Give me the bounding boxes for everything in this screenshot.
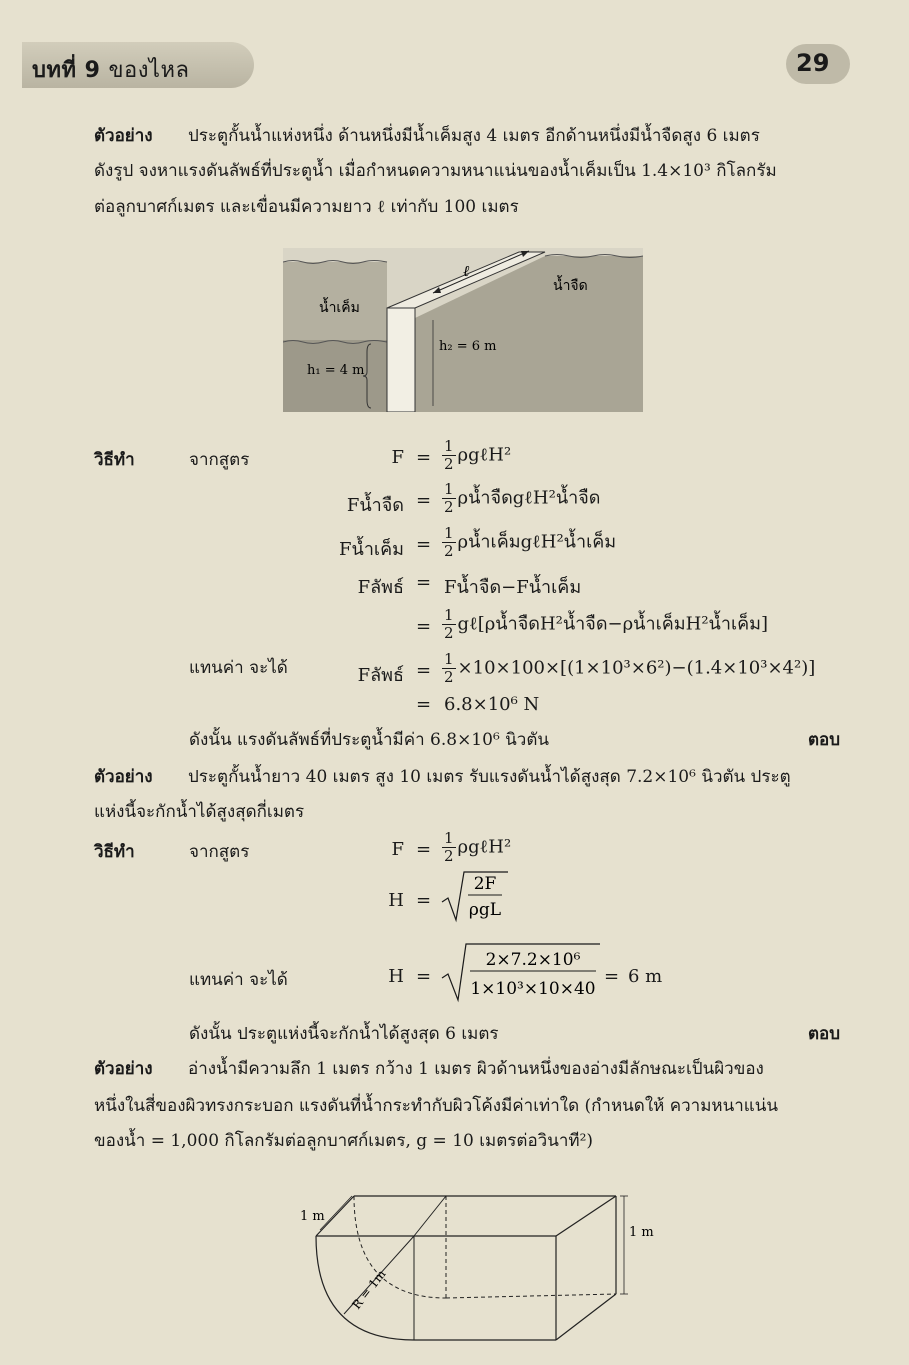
eq1-lhs: F: [391, 447, 404, 468]
eq5-rhs: gℓ[ρน้ำจืดH²น้ำจืด−ρน้ำเค็มH²น้ำเค็ม]: [457, 613, 769, 635]
length-label: ℓ: [463, 262, 470, 280]
eq3-lhs: Fน้ำเค็ม: [339, 539, 404, 560]
ex2-eq3-sqrt: [440, 938, 604, 1004]
example2-conclusion: ดังนั้น ประตูแห่งนี้จะกักน้ำได้สูงสุด 6 เมตร: [189, 1024, 499, 1044]
solution1-label: วิธีทำ: [94, 450, 135, 470]
example3-label: ตัวอย่าง: [94, 1059, 153, 1079]
eq4-rhs: Fน้ำจืด−Fน้ำเค็ม: [444, 577, 582, 598]
eq6-rhs: ×10×100×[(1×10³×6²)−(1.4×10³×4²)]: [457, 657, 816, 679]
eq5-equals: =: [416, 616, 432, 637]
example1-line2: ดังรูป จงหาแรงดันลัพธ์ที่ประตูน้ำ เมื่อกำหนดความหนาแน่นของน้ำเค็มเป็น 1.4×10³ กิโลกรัม: [94, 161, 777, 181]
eq1-rhs-wrap: [440, 438, 511, 473]
ex2-eq3-equals2: =: [604, 966, 620, 987]
example1-answer: ตอบ: [808, 730, 841, 750]
eq2-lhs: Fน้ำจืด: [346, 495, 404, 516]
eq7-rhs: 6.8×10⁶ N: [444, 694, 540, 715]
eq6-rhs-wrap: [440, 651, 815, 686]
ex2-eq2-den: ρgL: [468, 900, 502, 920]
h2-label: h₂ = 6 m: [439, 339, 497, 354]
eq1-half: $\frac{1}{2}$: [444, 437, 454, 473]
eq2-rhs-wrap: [440, 481, 600, 516]
dam-figure: [283, 248, 643, 412]
ex2-eq1-equals: =: [416, 839, 432, 860]
tub-top-right-edge: [556, 1196, 616, 1236]
chapter-heading: [32, 52, 189, 87]
example1-line3: ต่อลูกบาศก์เมตร และเขื่อนมีความยาว ℓ เท่ากับ 100 เมตร: [94, 197, 519, 217]
solution1-from-formula: จากสูตร: [189, 450, 250, 470]
example1-label: ตัวอย่าง: [94, 126, 153, 146]
example1-conclusion: ดังนั้น แรงดันลัพธ์ที่ประตูน้ำมีค่า 6.8×10⁶ นิวตัน: [189, 730, 549, 750]
eq6-equals: =: [416, 660, 432, 681]
example2-line2: แห่งนี้จะกักน้ำได้สูงสุดกี่เมตร: [94, 802, 305, 822]
salt-water-label: น้ำเค็ม: [319, 300, 360, 316]
chapter-title: ของไหล: [108, 58, 190, 83]
eq3-rhs-wrap: [440, 525, 616, 560]
radius-label: R = 1m: [349, 1267, 389, 1312]
example2-label: ตัวอย่าง: [94, 767, 153, 787]
example2-line1: ประตูกั้นน้ำยาว 40 เมตร สูง 10 เมตร รับแรงดันน้ำได้สูงสุด 7.2×10⁶ นิวตัน ประตู: [188, 767, 791, 787]
width-dimension-line: [320, 1196, 352, 1230]
example3-line2: หนึ่งในสี่ของผิวทรงกระบอก แรงดันที่น้ำกระทำกับผิวโค้งมีค่าเท่าใด (กำหนดให้ ความหนาแน่น: [94, 1096, 779, 1116]
eq4-equals: =: [416, 572, 432, 593]
eq1-rhs: ρgℓH²: [457, 444, 512, 466]
eq2-half: $\frac{1}{2}$: [444, 480, 454, 516]
fresh-water-label: น้ำจืด: [553, 278, 588, 294]
ex2-eq2-lhs: H: [388, 890, 404, 911]
solution2-substitute: แทนค่า จะได้: [189, 970, 288, 990]
tub-bottom-hidden: [446, 1294, 616, 1298]
eq3-equals: =: [416, 534, 432, 555]
tub-divider-top: [414, 1196, 446, 1236]
width-label: 1 m: [300, 1209, 325, 1224]
eq2-equals: =: [416, 490, 432, 511]
solution1-substitute: แทนค่า จะได้: [189, 658, 288, 678]
tub-bottom-right-edge: [556, 1294, 616, 1340]
example1-line1: ประตูกั้นน้ำแห่งหนึ่ง ด้านหนึ่งมีน้ำเค็มสูง 4 เมตร อีกด้านหนึ่งมีน้ำจืดสูง 6 เมตร: [188, 126, 760, 146]
ex2-eq3-num: 2×7.2×10⁶: [485, 950, 581, 970]
eq5-half: $\frac{1}{2}$: [444, 606, 454, 642]
eq4-lhs: Fลัพธ์: [357, 577, 404, 598]
eq7-equals: =: [416, 694, 432, 715]
ex2-eq2-equals: =: [416, 890, 432, 911]
eq1-equals: =: [416, 447, 432, 468]
solution2-from-formula: จากสูตร: [189, 842, 250, 862]
solution2-label: วิธีทำ: [94, 842, 135, 862]
example2-answer: ตอบ: [808, 1024, 841, 1044]
example3-line3: ของน้ำ = 1,000 กิโลกรัมต่อลูกบาศก์เมตร, g = 10 เมตรต่อวินาที²): [94, 1131, 594, 1151]
ex2-eq1-half: $\frac{1}{2}$: [444, 829, 454, 865]
tub-figure: [296, 1190, 656, 1360]
ex2-eq3-den: 1×10³×10×40: [470, 979, 596, 999]
page-number: 29: [796, 49, 830, 77]
ex2-eq1-lhs: F: [391, 839, 404, 860]
ex2-eq3-equals: =: [416, 966, 432, 987]
eq6-lhs: Fลัพธ์: [357, 665, 404, 686]
example3-line1: อ่างน้ำมีความลึก 1 เมตร กว้าง 1 เมตร ผิวด้านหนึ่งของอ่างมีลักษณะเป็นผิวของ: [188, 1059, 764, 1079]
chapter-number: บทที่ 9: [32, 58, 101, 83]
ex2-eq1-rhs: ρgℓH²: [457, 836, 512, 858]
h1-label: h₁ = 4 m: [307, 363, 365, 378]
dam-front-face: [387, 308, 415, 412]
ex2-eq2-num: 2F: [473, 874, 497, 894]
ex2-eq3-lhs: H: [388, 966, 404, 987]
eq5-rhs-wrap: [440, 607, 768, 642]
ex2-eq1-rhs-wrap: [440, 830, 511, 865]
eq2-rhs: ρน้ำจืดgℓH²น้ำจืด: [457, 487, 601, 509]
ex2-eq3-result: 6 m: [628, 966, 663, 987]
ex2-eq2-sqrt: [440, 868, 510, 924]
eq6-half: $\frac{1}{2}$: [444, 650, 454, 686]
height-label: 1 m: [629, 1225, 654, 1240]
eq3-half: $\frac{1}{2}$: [444, 524, 454, 560]
eq3-rhs: ρน้ำเค็มgℓH²น้ำเค็ม: [457, 531, 617, 553]
